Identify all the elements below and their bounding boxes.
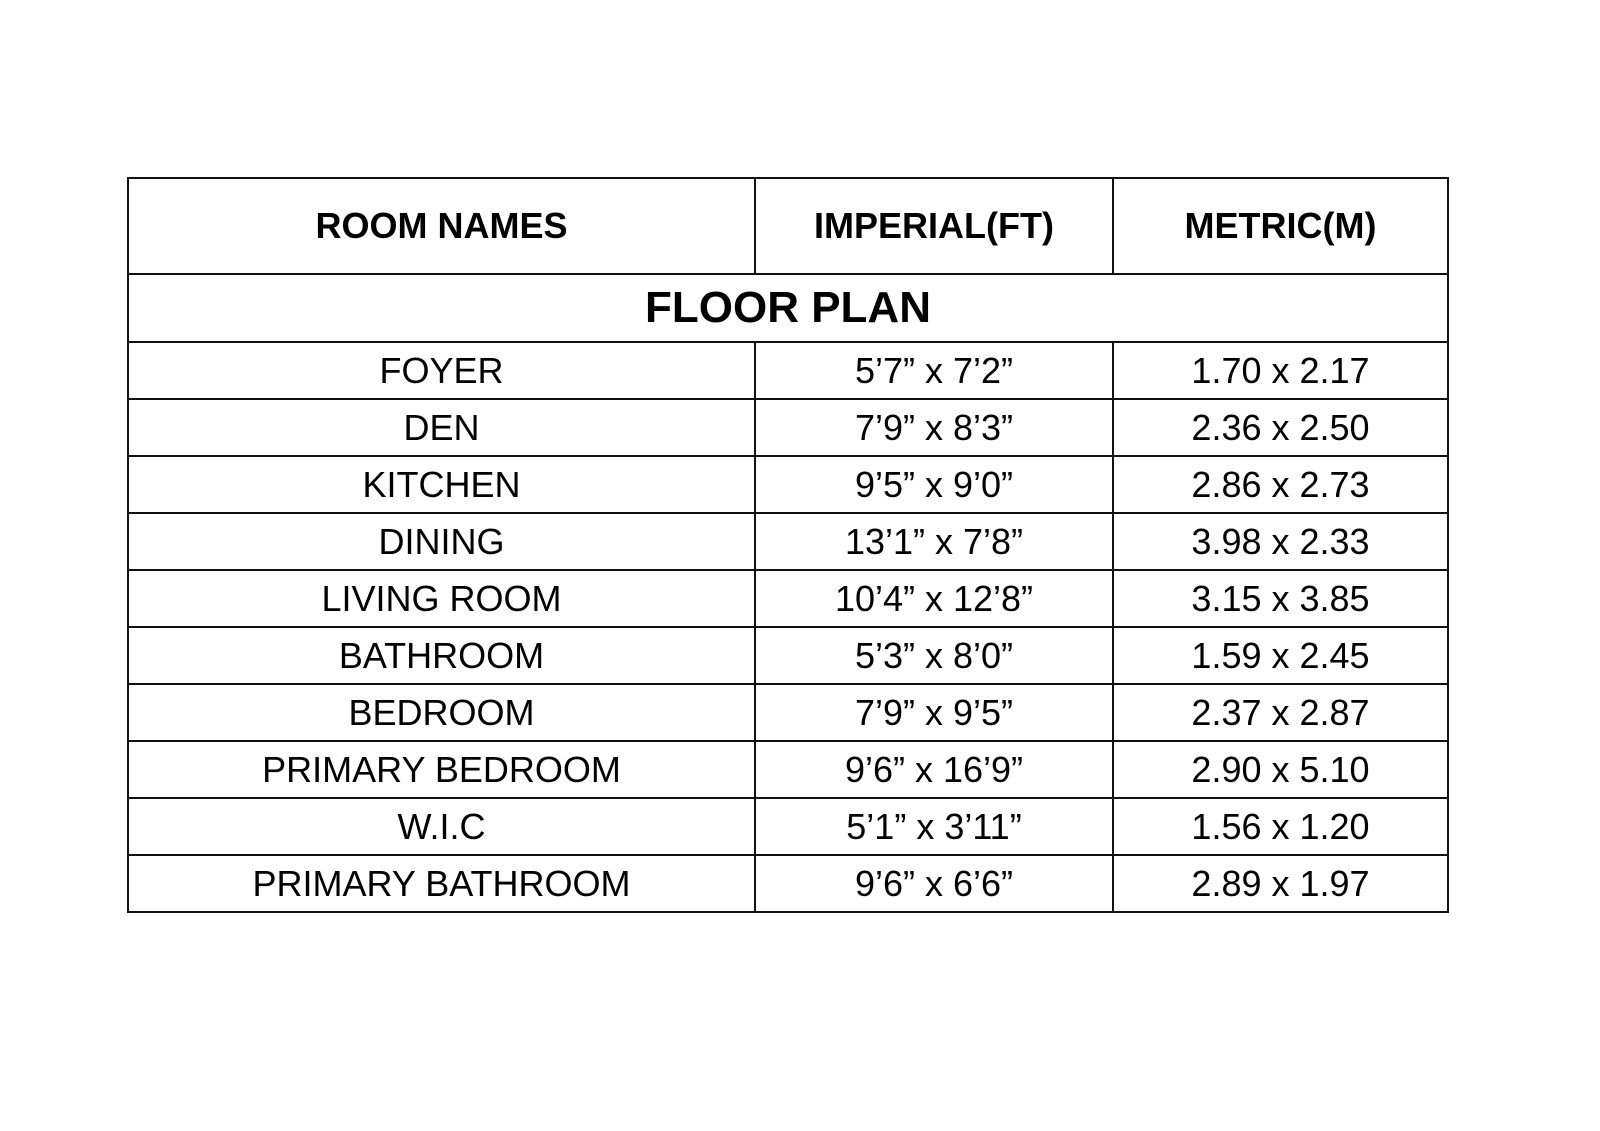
table-row (128, 627, 1448, 684)
imperial-cell: 9’6” x 6’6” (755, 855, 1113, 912)
metric-cell: 1.56 x 1.20 (1113, 798, 1448, 855)
imperial-cell: 9’6” x 16’9” (755, 741, 1113, 798)
imperial-cell: 7’9” x 9’5” (755, 684, 1113, 741)
header-room-names: ROOM NAMES (128, 178, 755, 274)
imperial-cell: 10’4” x 12’8” (755, 570, 1113, 627)
room-name-cell: LIVING ROOM (128, 570, 755, 627)
metric-cell: 2.37 x 2.87 (1113, 684, 1448, 741)
table-row (128, 855, 1448, 912)
room-name-cell: BEDROOM (128, 684, 755, 741)
header-imperial: IMPERIAL(FT) (755, 178, 1113, 274)
table-row (128, 570, 1448, 627)
imperial-cell: 13’1” x 7’8” (755, 513, 1113, 570)
metric-cell: 2.89 x 1.97 (1113, 855, 1448, 912)
room-name-cell: KITCHEN (128, 456, 755, 513)
header-metric: METRIC(M) (1113, 178, 1448, 274)
imperial-cell: 9’5” x 9’0” (755, 456, 1113, 513)
table-row (128, 456, 1448, 513)
room-name-cell: W.I.C (128, 798, 755, 855)
table-row (128, 798, 1448, 855)
room-dimensions-table (127, 177, 1449, 913)
room-name-cell: PRIMARY BATHROOM (128, 855, 755, 912)
section-title: FLOOR PLAN (128, 274, 1448, 342)
room-name-cell: FOYER (128, 342, 755, 399)
table-row (128, 399, 1448, 456)
imperial-cell: 5’7” x 7’2” (755, 342, 1113, 399)
room-name-cell: DEN (128, 399, 755, 456)
metric-cell: 2.86 x 2.73 (1113, 456, 1448, 513)
table-row (128, 741, 1448, 798)
imperial-cell: 7’9” x 8’3” (755, 399, 1113, 456)
metric-cell: 1.59 x 2.45 (1113, 627, 1448, 684)
header-row (128, 178, 1448, 274)
table-row (128, 342, 1448, 399)
metric-cell: 2.90 x 5.10 (1113, 741, 1448, 798)
room-name-cell: PRIMARY BEDROOM (128, 741, 755, 798)
metric-cell: 2.36 x 2.50 (1113, 399, 1448, 456)
room-name-cell: DINING (128, 513, 755, 570)
table-row (128, 513, 1448, 570)
table-row (128, 684, 1448, 741)
section-row (128, 274, 1448, 342)
imperial-cell: 5’1” x 3’11” (755, 798, 1113, 855)
metric-cell: 1.70 x 2.17 (1113, 342, 1448, 399)
metric-cell: 3.98 x 2.33 (1113, 513, 1448, 570)
imperial-cell: 5’3” x 8’0” (755, 627, 1113, 684)
metric-cell: 3.15 x 3.85 (1113, 570, 1448, 627)
room-name-cell: BATHROOM (128, 627, 755, 684)
